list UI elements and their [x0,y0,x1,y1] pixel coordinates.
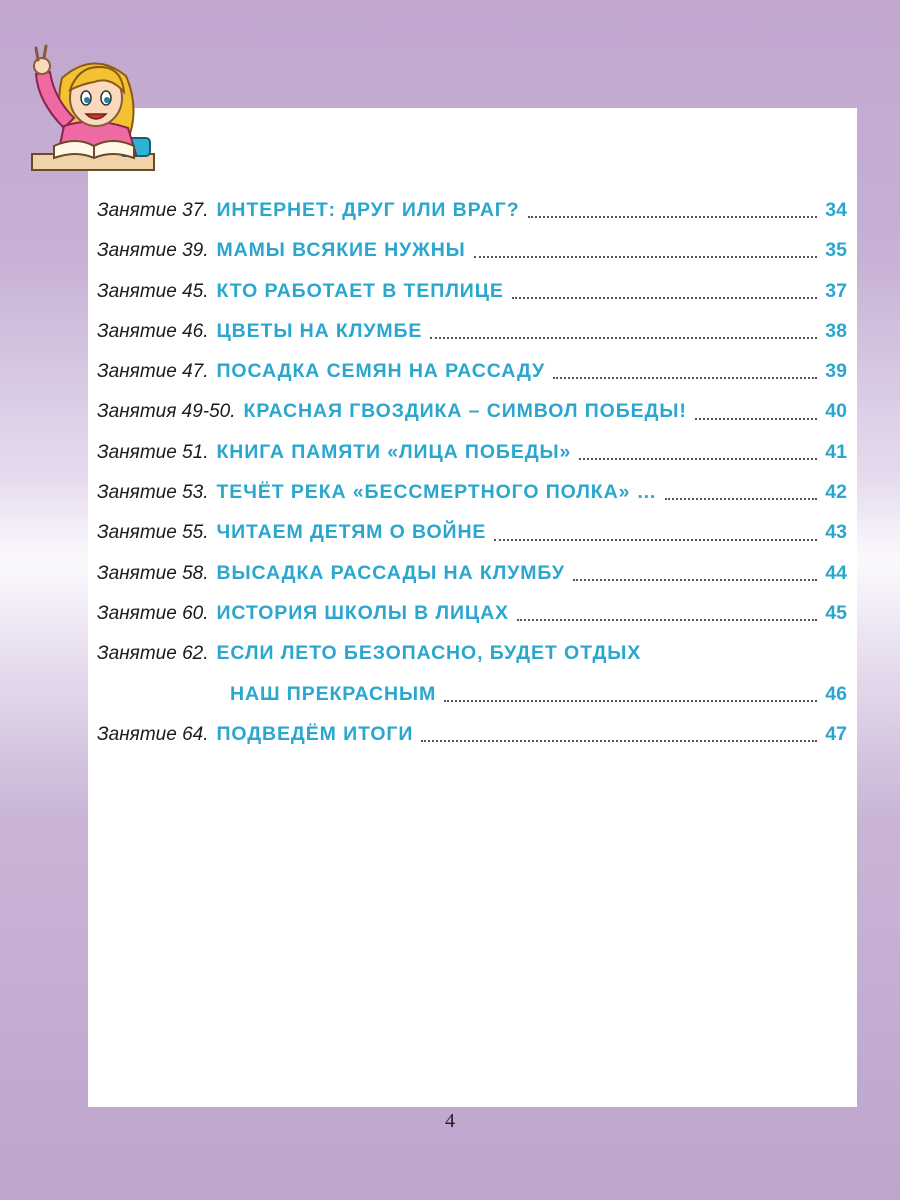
toc-entry[interactable] [97,190,847,230]
lesson-title: ЕСЛИ ЛЕТО БЕЗОПАСНО, БУДЕТ ОТДЫХ [216,642,642,665]
dot-leader [579,458,817,460]
lesson-number: Занятие 62. [97,643,209,665]
lesson-number: Занятие 46. [97,320,209,342]
dot-leader [474,256,817,258]
dot-leader [665,498,817,500]
lesson-title: ЧИТАЕМ ДЕТЯМ О ВОЙНЕ [216,521,487,544]
dot-leader [421,740,817,742]
dot-leader [553,377,817,379]
toc-entry[interactable] [97,714,847,754]
lesson-title: ЦВЕТЫ НА КЛУМБЕ [216,319,423,342]
toc-entry[interactable] [97,351,847,391]
dot-leader [494,539,817,541]
dot-leader [573,579,817,581]
lesson-number: Занятие 37. [97,200,209,221]
toc-entry[interactable] [97,593,847,633]
page-ref: 39 [825,360,847,383]
toc-entry[interactable] [97,633,847,673]
page-number: 4 [445,1110,455,1132]
lesson-title: ИСТОРИЯ ШКОЛЫ В ЛИЦАХ [216,601,509,624]
lesson-title: КРАСНАЯ ГВОЗДИКА – СИМВОЛ ПОБЕДЫ! [243,400,687,423]
dot-leader [512,297,817,299]
page-ref: 41 [825,440,847,463]
lesson-title: ПОДВЕДЁМ ИТОГИ [216,722,414,745]
lesson-number: Занятие 58. [97,562,209,584]
toc-entry[interactable] [97,432,847,472]
toc-entry-continuation[interactable] [97,674,847,714]
dot-leader [517,619,817,621]
lesson-title: МАМЫ ВСЯКИЕ НУЖНЫ [216,239,466,262]
lesson-number: Занятие 45. [97,280,209,302]
lesson-title-continued: НАШ ПРЕКРАСНЫМ [230,682,437,705]
page-ref: 35 [825,239,847,262]
lesson-number: Занятие 60. [97,602,209,624]
page-ref: 44 [825,561,847,584]
lesson-title: ПОСАДКА СЕМЯН НА РАССАДУ [216,360,546,383]
lesson-title: ИНТЕРНЕТ: ДРУГ ИЛИ ВРАГ? [216,199,520,221]
dot-leader [444,700,817,702]
page-ref: 47 [825,722,847,745]
toc-entry[interactable] [97,472,847,512]
lesson-number: Занятие 47. [97,361,209,383]
lesson-number: Занятие 64. [97,723,209,745]
page-ref: 42 [825,481,847,504]
lesson-number: Занятие 55. [97,522,209,544]
lesson-number: Занятия 49-50. [97,401,236,423]
girl-reading-book-icon [24,42,160,176]
page-ref: 43 [825,521,847,544]
toc-entry[interactable] [97,391,847,431]
toc-entry[interactable] [97,553,847,593]
toc-entry[interactable] [97,512,847,552]
dot-leader [430,337,817,339]
dot-leader [528,216,817,218]
page-ref: 46 [825,682,847,705]
lesson-title: КНИГА ПАМЯТИ «ЛИЦА ПОБЕДЫ» [216,440,572,463]
lesson-number: Занятие 53. [97,482,209,504]
lesson-title: ВЫСАДКА РАССАДЫ НА КЛУМБУ [216,561,565,584]
lesson-number: Занятие 39. [97,240,209,262]
table-of-contents [97,190,847,754]
dot-leader [695,418,817,420]
page-ref: 40 [825,400,847,423]
page-ref: 38 [825,319,847,342]
lesson-title: КТО РАБОТАЕТ В ТЕПЛИЦЕ [216,279,504,302]
lesson-number: Занятие 51. [97,441,209,463]
toc-entry[interactable] [97,311,847,351]
lesson-title: ТЕЧЁТ РЕКА «БЕССМЕРТНОГО ПОЛКА» … [216,481,658,504]
toc-entry[interactable] [97,271,847,311]
page-ref: 34 [825,199,847,221]
page-ref: 45 [825,601,847,624]
page-ref: 37 [825,279,847,302]
toc-entry[interactable] [97,230,847,270]
